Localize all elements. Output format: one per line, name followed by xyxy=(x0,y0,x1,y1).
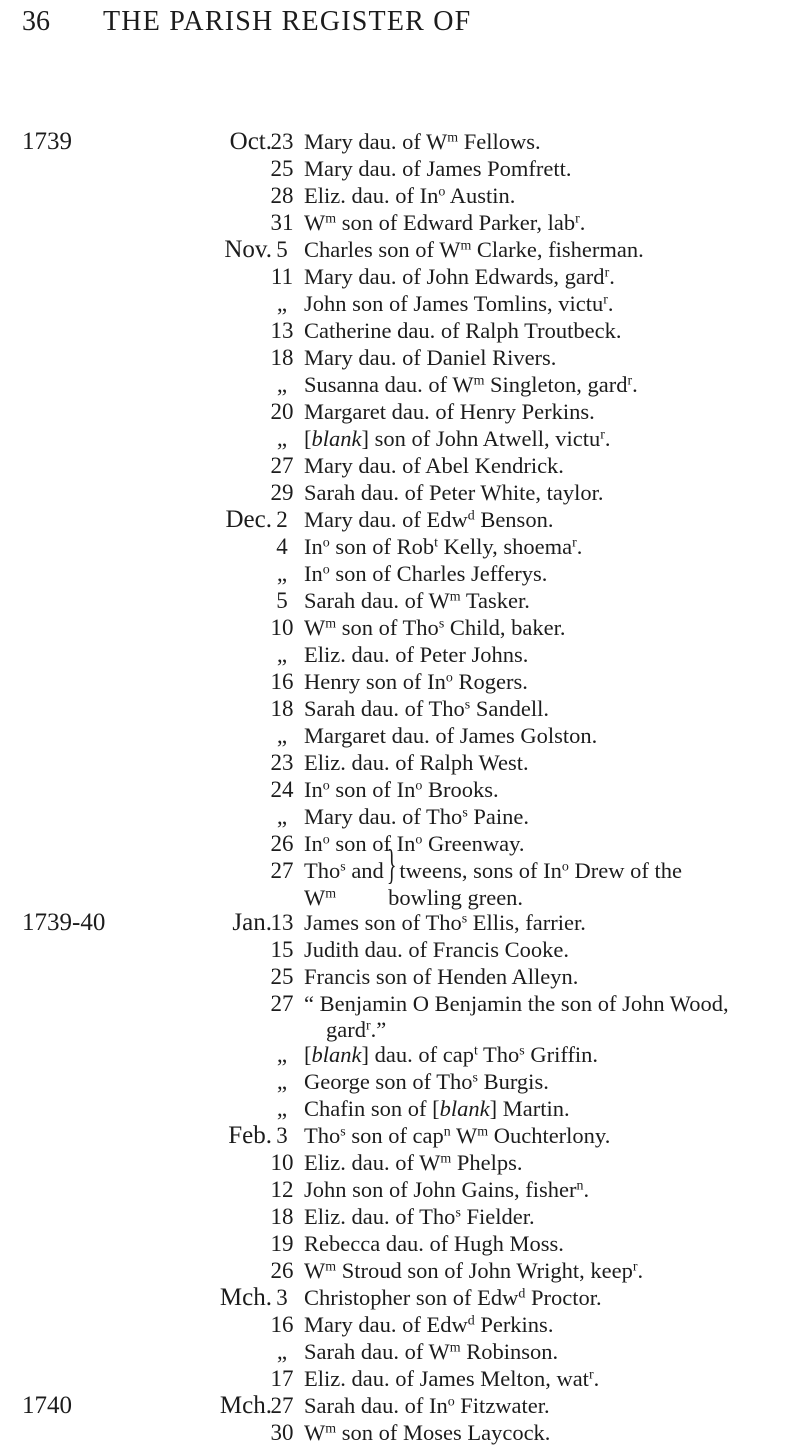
entry-text-line: Francis son of Henden Alleyn. xyxy=(304,964,579,990)
entry-text xyxy=(304,129,778,154)
entry-text-line: $W^m$ Stroud son of John Wright, keep$^r$. xyxy=(304,1257,644,1283)
entry-text-line: Mary dau. of Tho$^s$ Paine. xyxy=(304,804,529,829)
entry-day: 23 xyxy=(270,129,294,154)
entry-day: 27 xyxy=(270,858,294,883)
register-entry xyxy=(0,669,800,696)
entry-day: 3 xyxy=(276,1122,288,1148)
entry-text-continuation: gard$^r$.” xyxy=(326,1016,387,1042)
register-entry xyxy=(0,831,800,858)
entry-day: 12 xyxy=(270,1176,294,1202)
register-entry xyxy=(0,723,800,750)
entry-text-line: Christopher son of Edw$^d$ Proctor. xyxy=(304,1284,602,1310)
register-entry xyxy=(0,399,800,426)
register-entry xyxy=(0,1096,800,1123)
register-entry xyxy=(0,696,800,723)
entry-text xyxy=(304,910,778,935)
entry-text-line: [blank] son of John Atwell, victu$^r$. xyxy=(304,426,611,451)
register-entry xyxy=(0,453,800,480)
entry-text-line: $W^m$ son of Moses Laycock. xyxy=(304,1419,551,1445)
entry-day: 15 xyxy=(270,937,294,963)
entry-text-line: “ Benjamin O Benjamin the son of John Wood, xyxy=(304,991,729,1017)
entry-text xyxy=(304,588,778,613)
entry-text xyxy=(304,399,778,424)
entry-text xyxy=(304,1312,778,1337)
register-entry xyxy=(0,1285,800,1312)
entry-day: „ xyxy=(276,1041,288,1067)
entry-text-line: Henry son of In$^o$ Rogers. xyxy=(304,669,528,694)
register-entry xyxy=(0,1393,800,1420)
entry-text xyxy=(304,964,778,989)
entry-text-line: Sarah dau. of Peter White, taylor. xyxy=(304,480,604,505)
entry-text xyxy=(304,1393,778,1418)
register-entry xyxy=(0,1312,800,1339)
register-entry xyxy=(0,264,800,291)
entry-text-line: Sarah dau. of Tho$^s$ Sandell. xyxy=(304,696,549,721)
running-title: THE PARISH REGISTER OF xyxy=(103,6,472,37)
register-entry xyxy=(0,345,800,372)
entry-day: 17 xyxy=(270,1365,294,1391)
entry-text xyxy=(304,1258,778,1283)
register-entry xyxy=(0,426,800,453)
register-entry xyxy=(0,129,800,156)
entry-text xyxy=(304,696,778,721)
entry-month: Dec. xyxy=(225,506,272,533)
entry-text-line: In$^o$ son of In$^o$ Greenway. xyxy=(304,831,525,856)
entry-day: „ xyxy=(276,1338,288,1364)
entry-month: Nov. xyxy=(224,236,272,263)
entry-text xyxy=(304,1204,778,1229)
entry-month: Feb. xyxy=(228,1121,272,1149)
entry-text xyxy=(304,1177,778,1202)
entry-text-line: Sarah dau. of In$^o$ Fitzwater. xyxy=(304,1392,550,1418)
register-entry xyxy=(0,210,800,237)
entry-text-line: In$^o$ son of In$^o$ Brooks. xyxy=(304,777,499,802)
entry-text-line: In$^o$ son of Rob$^t$ Kelly, shoema$^r$. xyxy=(304,534,583,559)
entry-text xyxy=(304,615,778,640)
entry-text-line: Eliz. dau. of Peter Johns. xyxy=(304,642,529,667)
entry-day: 5 xyxy=(276,237,288,262)
entry-day: „ xyxy=(276,642,288,667)
entry-text xyxy=(304,561,778,586)
entry-day: 24 xyxy=(270,777,294,802)
entry-text xyxy=(304,318,778,343)
register-entry xyxy=(0,615,800,642)
entry-day: 25 xyxy=(270,964,294,990)
entry-text-line: Mary dau. of John Edwards, gard$^r$. xyxy=(304,264,615,289)
register-entry xyxy=(0,1339,800,1366)
entry-day: „ xyxy=(276,372,288,397)
entry-text-line: Eliz. dau. of In$^o$ Austin. xyxy=(304,183,516,208)
register-entry xyxy=(0,372,800,399)
entry-text xyxy=(304,183,778,208)
entry-text xyxy=(304,723,778,748)
register-entry xyxy=(0,1420,800,1447)
entry-day: „ xyxy=(276,723,288,748)
entry-day: „ xyxy=(276,1095,288,1121)
entry-text xyxy=(304,237,778,262)
entry-day: 13 xyxy=(270,910,294,936)
entry-text-line: $W^m$ son of Tho$^s$ Child, baker. xyxy=(304,615,566,640)
entry-text-line: John son of James Tomlins, victu$^r$. xyxy=(304,291,614,316)
entry-day: 19 xyxy=(270,1230,294,1256)
entry-text xyxy=(304,1285,778,1310)
register-entry xyxy=(0,964,800,991)
entry-text-line: Mary dau. of James Pomfrett. xyxy=(304,156,572,181)
right-brace-icon: } xyxy=(386,842,397,889)
entry-month: Oct. xyxy=(229,128,272,155)
entry-month: Mch. xyxy=(219,1391,272,1419)
register-entry xyxy=(0,237,800,264)
entry-text xyxy=(304,1231,778,1256)
entry-text xyxy=(304,1366,778,1391)
entry-text-line: Catherine dau. of Ralph Troutbeck. xyxy=(304,318,622,343)
entry-text xyxy=(304,991,778,1041)
entry-text xyxy=(304,1420,778,1445)
entry-text-line: Mary dau. of Edw$^d$ Perkins. xyxy=(304,1311,554,1337)
entry-year: 1739 xyxy=(22,128,72,155)
entry-day: 26 xyxy=(270,1257,294,1283)
entry-text-line: Rebecca dau. of Hugh Moss. xyxy=(304,1230,564,1256)
register-entry xyxy=(0,561,800,588)
entry-year: 1740 xyxy=(22,1391,72,1419)
entry-text-line: In$^o$ son of Charles Jefferys. xyxy=(304,561,548,586)
entry-day: 10 xyxy=(270,1149,294,1175)
entry-text xyxy=(304,264,778,289)
register-entry xyxy=(0,1231,800,1258)
entry-text xyxy=(304,1123,778,1148)
entry-day: 16 xyxy=(270,1311,294,1337)
entry-text-line: bowling green. xyxy=(388,885,524,911)
entry-text xyxy=(304,1150,778,1175)
entry-text xyxy=(304,507,778,532)
entry-text-line: Mary dau. of Edw$^d$ Benson. xyxy=(304,507,554,532)
page-header xyxy=(0,6,800,46)
register-entry xyxy=(0,937,800,964)
entry-text xyxy=(304,777,778,802)
register-entry xyxy=(0,1177,800,1204)
entry-text-line: Mary dau. of Daniel Rivers. xyxy=(304,345,557,370)
register-entry xyxy=(0,156,800,183)
entry-text xyxy=(304,1339,778,1364)
entry-text xyxy=(304,804,778,829)
entry-day: 11 xyxy=(270,264,294,289)
entry-text-line: Eliz. dau. of James Melton, wat$^r$. xyxy=(304,1365,600,1391)
register-entry xyxy=(0,480,800,507)
entry-day: 13 xyxy=(270,318,294,343)
entry-day: 27 xyxy=(270,991,294,1017)
entry-text-line: Judith dau. of Francis Cooke. xyxy=(304,937,569,963)
entry-day: „ xyxy=(276,804,288,829)
entry-day: 3 xyxy=(276,1284,288,1310)
register-entry xyxy=(0,1069,800,1096)
entry-text-line: Chafin son of [blank] Martin. xyxy=(304,1095,570,1121)
entry-text-line: Mary dau. of $W^m$ Fellows. xyxy=(304,129,541,154)
entry-day: 28 xyxy=(270,183,294,208)
entry-day: 5 xyxy=(276,588,288,613)
entry-day: „ xyxy=(276,426,288,451)
entry-month: Jan. xyxy=(232,909,272,937)
entry-text-line: Sarah dau. of $W^m$ Robinson. xyxy=(304,1338,559,1364)
entry-text xyxy=(304,210,778,235)
register-entry xyxy=(0,1258,800,1285)
entry-text-line: George son of Tho$^s$ Burgis. xyxy=(304,1068,549,1094)
entry-text xyxy=(304,669,778,694)
entry-text-line: Susanna dau. of $W^m$ Singleton, gard$^r$. xyxy=(304,372,638,397)
register-entry xyxy=(0,1150,800,1177)
entry-text xyxy=(304,534,778,559)
entry-text-line: Margaret dau. of Henry Perkins. xyxy=(304,399,595,424)
entry-year: 1739-40 xyxy=(22,909,106,937)
entry-day: 18 xyxy=(270,345,294,370)
entry-day: 10 xyxy=(270,615,294,640)
page-number: 36 xyxy=(22,6,50,37)
register-entry xyxy=(0,291,800,318)
register-entry xyxy=(0,534,800,561)
entry-text xyxy=(304,750,778,775)
entry-text-line: Eliz. dau. of Tho$^s$ Fielder. xyxy=(304,1203,535,1229)
entry-text-line: Eliz. dau. of $W^m$ Phelps. xyxy=(304,1149,523,1175)
entry-day: 25 xyxy=(270,156,294,181)
entry-day: 4 xyxy=(276,534,288,559)
entry-text-line: James son of Tho$^s$ Ellis, farrier. xyxy=(304,910,586,936)
entry-text xyxy=(304,1069,778,1094)
entry-day: 18 xyxy=(270,696,294,721)
register-entry xyxy=(0,588,800,615)
register-entry xyxy=(0,318,800,345)
entry-text xyxy=(304,937,778,962)
entry-text xyxy=(304,426,778,451)
entry-day: 26 xyxy=(270,831,294,856)
entry-text xyxy=(304,642,778,667)
entry-day: 23 xyxy=(270,750,294,775)
register-entry xyxy=(0,910,800,937)
entry-text-line: Margaret dau. of James Golston. xyxy=(304,723,598,748)
entry-text-line: Charles son of $W^m$ Clarke, fisherman. xyxy=(304,237,644,262)
entry-day: 20 xyxy=(270,399,294,424)
entry-day: 30 xyxy=(270,1419,294,1445)
entry-text-line: tweens, sons of In$^o$ Drew of the xyxy=(399,858,682,883)
entry-text xyxy=(304,1096,778,1121)
entry-text xyxy=(304,156,778,181)
entry-text-line: John son of John Gains, fisher$^n$. xyxy=(304,1176,590,1202)
register-entry xyxy=(0,777,800,804)
entry-day: 27 xyxy=(270,1392,294,1418)
entry-text xyxy=(304,453,778,478)
register-entries xyxy=(0,129,800,1447)
entry-day: „ xyxy=(276,291,288,316)
entry-text-line: [blank] dau. of cap$^t$ Tho$^s$ Griffin. xyxy=(304,1041,599,1067)
entry-text-line: Sarah dau. of $W^m$ Tasker. xyxy=(304,588,530,613)
register-entry xyxy=(0,1123,800,1150)
register-entry xyxy=(0,1366,800,1393)
entry-text-line: Tho$^s$ son of cap$^n$ $W^m$ Ouchterlony. xyxy=(304,1122,611,1148)
entry-month: Mch. xyxy=(219,1283,272,1311)
entry-text xyxy=(304,372,778,397)
entry-name: Tho$^s$ and xyxy=(304,858,384,883)
register-entry xyxy=(0,804,800,831)
entry-text-line: Eliz. dau. of Ralph West. xyxy=(304,750,529,775)
entry-text xyxy=(304,831,778,856)
entry-day: „ xyxy=(276,561,288,586)
register-entry xyxy=(0,183,800,210)
register-entry xyxy=(0,507,800,534)
register-entry xyxy=(0,1042,800,1069)
entry-text xyxy=(304,1042,778,1067)
register-entry xyxy=(0,991,800,1041)
entry-day: 18 xyxy=(270,1203,294,1229)
entry-name: $W^m$ xyxy=(304,885,337,911)
entry-day: 31 xyxy=(270,210,294,235)
register-entry xyxy=(0,750,800,777)
entry-day: 2 xyxy=(276,507,288,532)
entry-day: 27 xyxy=(270,453,294,478)
entry-text-line: $W^m$ son of Edward Parker, lab$^r$. xyxy=(304,210,586,235)
entry-text xyxy=(304,291,778,316)
entry-text xyxy=(304,345,778,370)
register-entry xyxy=(0,1204,800,1231)
entry-day: „ xyxy=(276,1068,288,1094)
entry-day: 29 xyxy=(270,480,294,505)
entry-text xyxy=(304,480,778,505)
entry-text-line: Mary dau. of Abel Kendrick. xyxy=(304,453,564,478)
register-entry xyxy=(0,642,800,669)
entry-day: 16 xyxy=(270,669,294,694)
